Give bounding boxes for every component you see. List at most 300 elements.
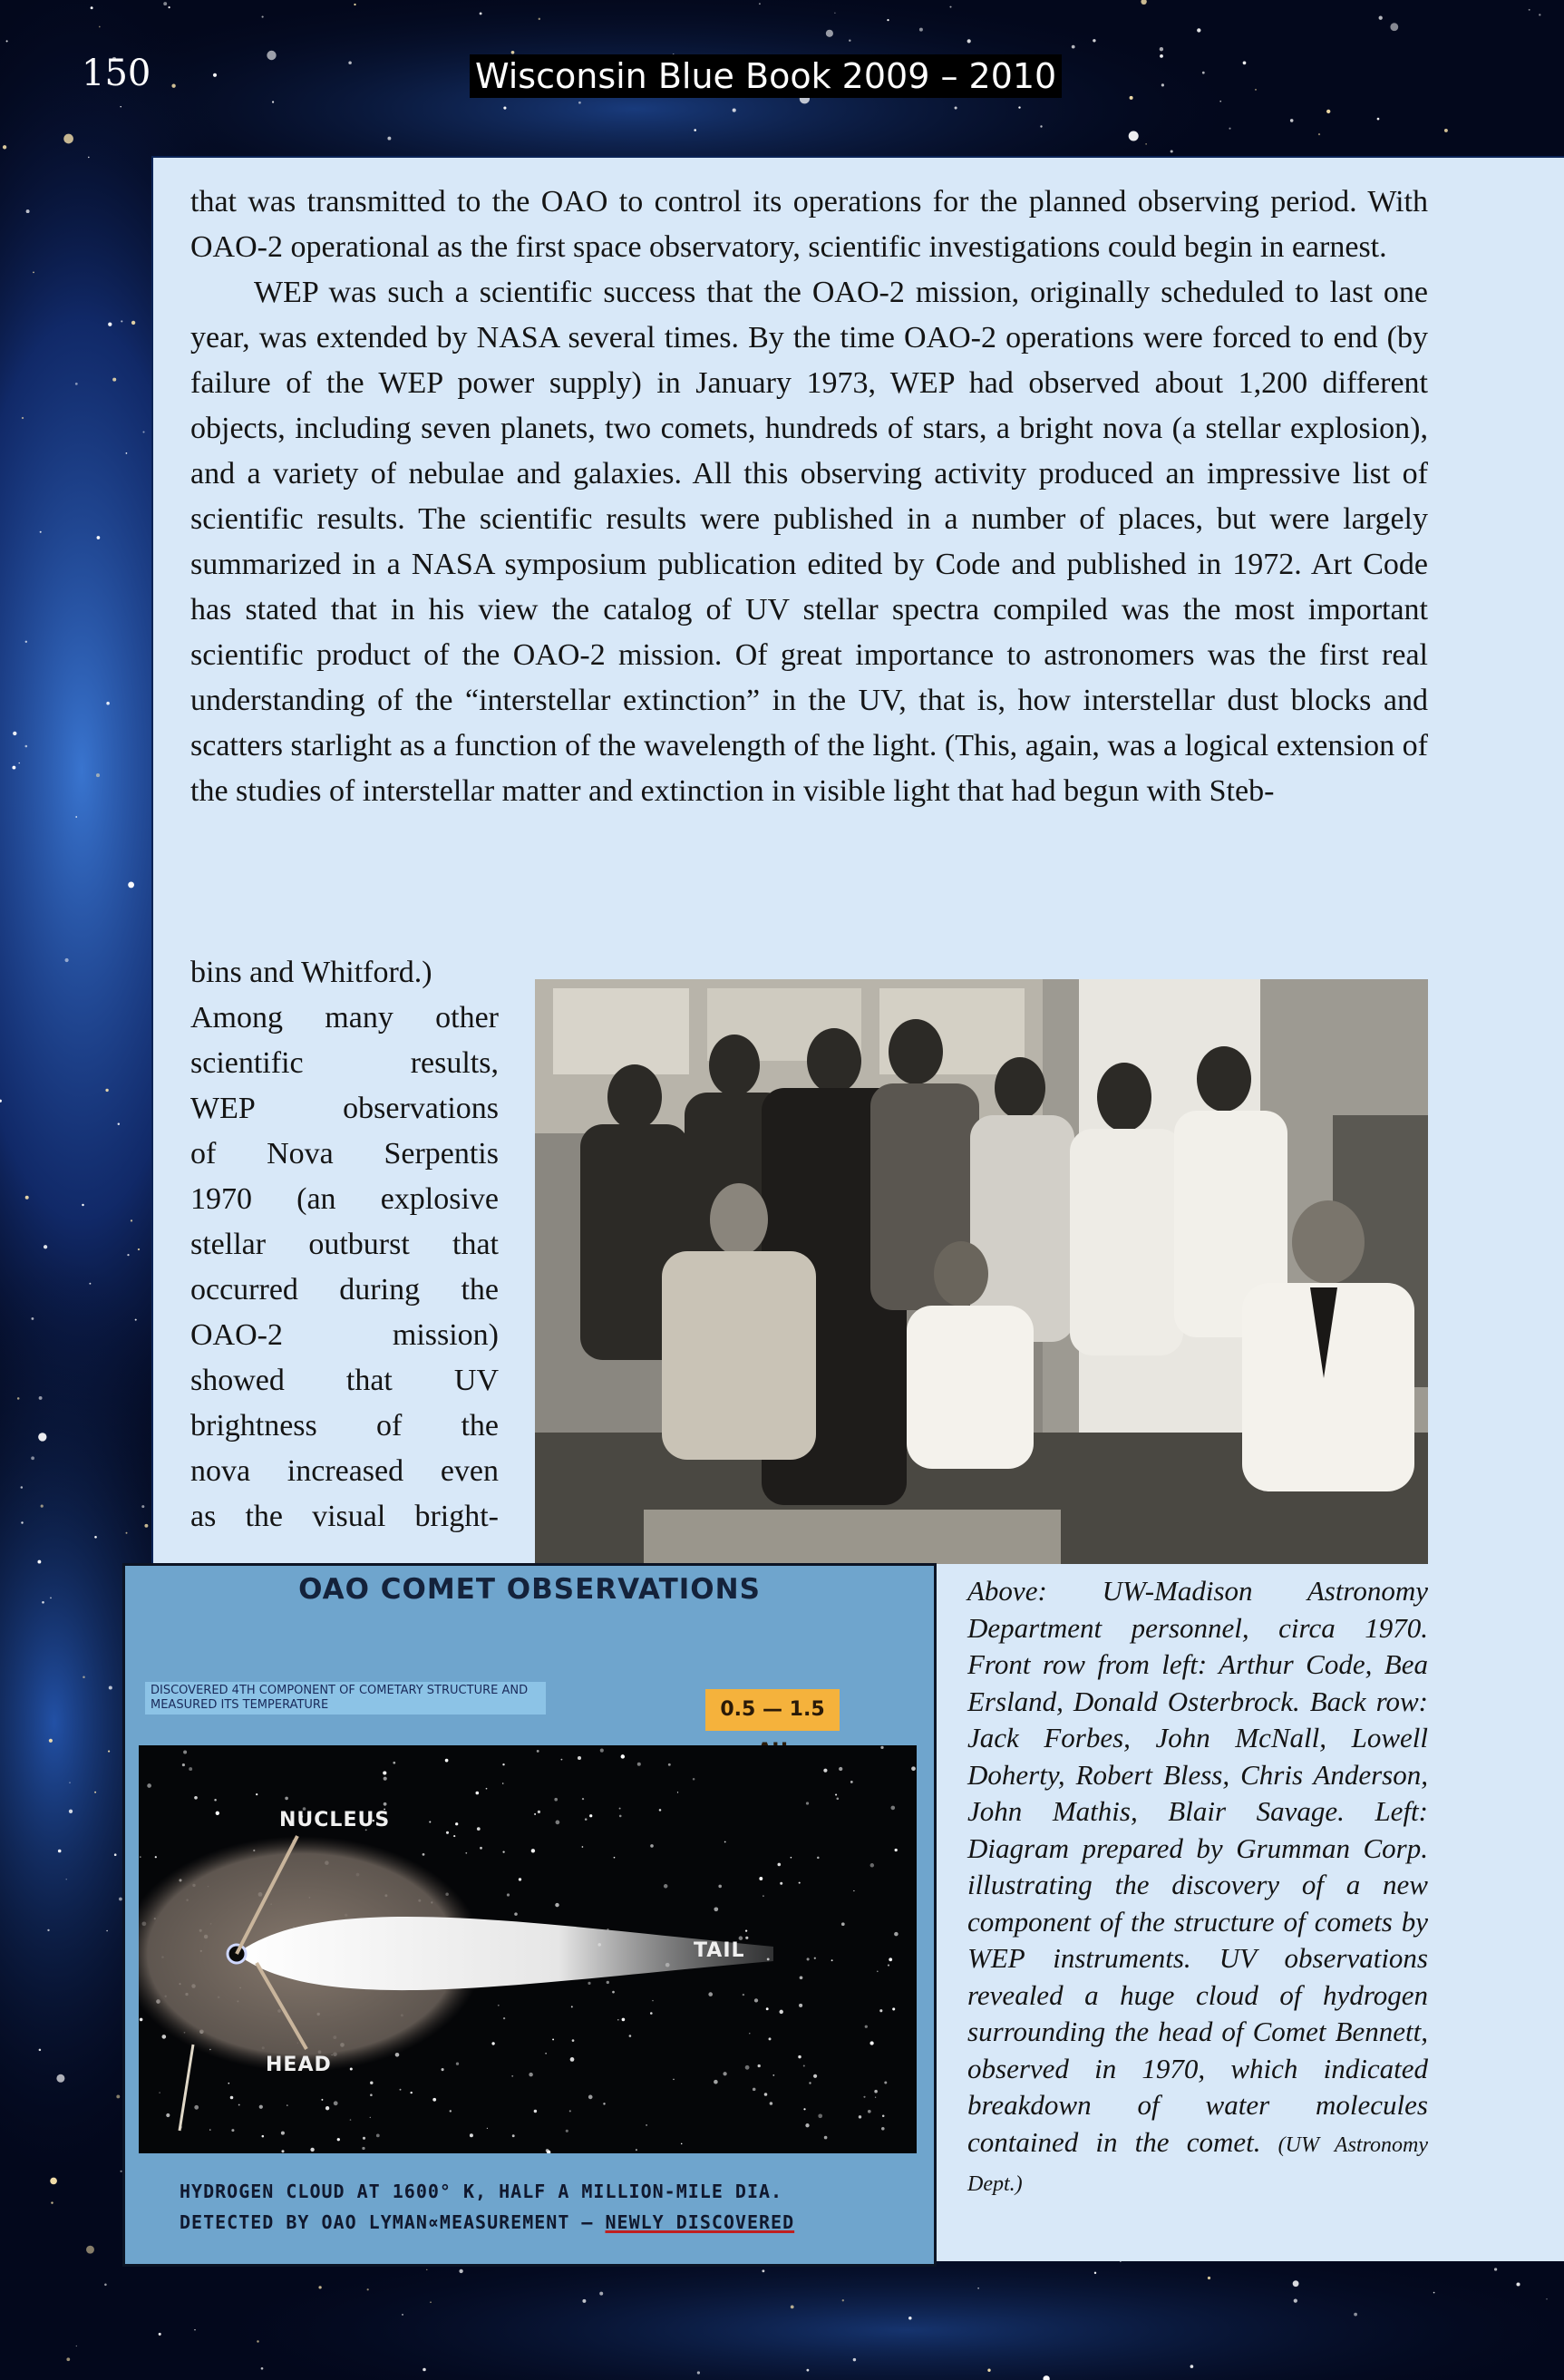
- diagram-star: [659, 1809, 662, 1812]
- star: [1379, 16, 1383, 20]
- diagram-star: [230, 2096, 234, 2100]
- diagram-star: [714, 2080, 718, 2084]
- star: [120, 106, 121, 107]
- diagram-star: [708, 1992, 713, 1996]
- star: [955, 106, 957, 109]
- diagram-star: [166, 2113, 170, 2117]
- wrap-line: of Nova Serpentis: [190, 1137, 499, 1171]
- diagram-star: [693, 1778, 695, 1781]
- star: [63, 134, 73, 144]
- diagram-star: [884, 2082, 887, 2084]
- diagram-star: [507, 1893, 510, 1896]
- star: [39, 1396, 43, 1400]
- diagram-star: [874, 2090, 878, 2093]
- star: [86, 2246, 94, 2254]
- star: [13, 732, 16, 735]
- diagram-star: [182, 1763, 185, 1766]
- star: [41, 1505, 44, 1508]
- wrap-line: stellar outburst that: [190, 1228, 499, 1261]
- star: [1171, 150, 1173, 152]
- label-head: HEAD: [266, 2054, 332, 2076]
- diagram-star: [537, 1750, 539, 1753]
- star: [171, 84, 175, 88]
- star: [106, 702, 110, 705]
- diagram-star: [803, 2108, 805, 2110]
- diagram-star: [370, 2093, 373, 2096]
- star: [118, 1122, 120, 1124]
- diagram-star: [652, 2000, 653, 2001]
- diagram-star: [531, 1849, 535, 1852]
- diagram-star: [519, 1878, 521, 1880]
- star: [104, 2284, 107, 2287]
- diagram-star: [714, 1907, 718, 1911]
- diagram-star: [877, 1971, 879, 1973]
- diagram-star: [824, 2136, 828, 2140]
- diagram-star: [231, 2129, 234, 2132]
- star: [144, 1524, 148, 1528]
- diagram-star: [892, 2007, 895, 2010]
- star: [126, 1532, 128, 1534]
- star: [272, 101, 274, 102]
- wrap-line: occurred during the: [190, 1273, 499, 1307]
- diagram-star: [384, 1777, 387, 1781]
- star: [1018, 106, 1020, 108]
- diagram-star: [646, 2124, 647, 2126]
- diagram-star: [552, 2038, 554, 2040]
- diagram-star: [465, 1852, 467, 1854]
- diagram-star: [668, 1763, 671, 1766]
- star: [694, 129, 696, 131]
- star: [44, 1245, 47, 1248]
- star: [31, 1317, 34, 1320]
- diagram-star: [555, 1903, 559, 1907]
- diagram-star: [502, 1851, 504, 1852]
- label-nucleus: NUCLEUS: [279, 1809, 391, 1831]
- star: [141, 1505, 144, 1508]
- star: [1208, 2277, 1210, 2279]
- diagram-star: [281, 2150, 284, 2152]
- diagram-star: [754, 1998, 758, 2002]
- diagram-star: [538, 1811, 540, 1813]
- diagram-star: [650, 2012, 653, 2015]
- caption-text: Above: UW-Madison Astronomy Department personnel, circa 1970. Front row from left: Arthur Code, Bea Ersland, Donald Osterbrock. Back row: Jack Forbes, John McNall, Lowell Doherty, Robert Bless, Chris Anderson, John Mathis, Blair Savage. Left: Diagram prepared by Grumman Corp. illustrating the discovery of a new component of the structure of comets by WEP instruments. UV observations revealed a huge cloud of hydrogen surrounding the head of Comet Bennett, observed in 1970, which indicated breakdown of water molecules contained in the comet.: [967, 1575, 1428, 2158]
- star: [257, 2340, 258, 2342]
- diagram-star: [766, 2007, 769, 2010]
- wrap-line: as the visual bright-: [190, 1500, 499, 1533]
- diagram-star: [480, 1847, 482, 1850]
- comet-diagram: [122, 1563, 937, 2267]
- diagram-star: [880, 1746, 883, 1749]
- diagram-star: [673, 2079, 675, 2081]
- diagram-star: [262, 2135, 265, 2138]
- diagram-star: [410, 2092, 412, 2093]
- star: [1161, 83, 1164, 86]
- diagram-star: [839, 1767, 842, 1771]
- star: [1190, 2365, 1194, 2368]
- wrap-line: showed that UV: [190, 1364, 499, 1397]
- diagram-star: [869, 2041, 873, 2045]
- diagram-star: [514, 1912, 518, 1916]
- diagram-star: [285, 1797, 288, 1801]
- diagram-star: [800, 1976, 803, 1979]
- diagram-footer-line-1: HYDROGEN CLOUD AT 1600° K, HALF A MILLION-MILE DIA.: [180, 2181, 783, 2202]
- diagram-star: [310, 2148, 314, 2152]
- diagram-star: [281, 2132, 285, 2135]
- diagram-star: [534, 2110, 537, 2113]
- star: [6, 40, 8, 42]
- diagram-star: [888, 1965, 889, 1967]
- star: [977, 2288, 979, 2289]
- diagram-note: DISCOVERED 4TH COMPONENT OF COMETARY STRUCTURE AND MEASURED ITS TEMPERATURE: [145, 1682, 546, 1715]
- star: [69, 1810, 73, 1813]
- star: [1129, 131, 1139, 141]
- star: [1354, 2313, 1357, 2317]
- diagram-star: [502, 1783, 504, 1784]
- photo-caption: [967, 1573, 1428, 2203]
- diagram-star: [807, 1957, 810, 1960]
- diagram-star: [850, 1781, 853, 1783]
- star: [96, 773, 100, 777]
- diagram-star: [325, 2106, 329, 2110]
- diagram-star: [585, 1818, 588, 1821]
- diagram-star: [835, 1793, 837, 1795]
- diagram-star: [477, 1827, 481, 1831]
- diagram-star: [376, 2134, 380, 2138]
- star: [12, 766, 15, 770]
- diagram-star: [798, 2055, 801, 2058]
- running-head: Wisconsin Blue Book 2009 – 2010: [470, 54, 1062, 98]
- star: [387, 137, 391, 141]
- star: [21, 1521, 23, 1523]
- diagram-star: [817, 1857, 820, 1859]
- star: [138, 1248, 140, 1250]
- star: [135, 1319, 137, 1321]
- star: [1390, 23, 1398, 31]
- star: [25, 1196, 29, 1200]
- diagram-star: [423, 1853, 425, 1856]
- diagram-star: [455, 1822, 458, 1825]
- diagram-star: [529, 2073, 533, 2077]
- diagram-star: [763, 1895, 764, 1897]
- star: [849, 39, 850, 41]
- star: [367, 2288, 369, 2290]
- diagram-star: [383, 1771, 386, 1774]
- star: [131, 321, 135, 325]
- star: [94, 1536, 97, 1539]
- diagram-star: [363, 2137, 365, 2140]
- star: [1202, 72, 1205, 74]
- diagram-star: [556, 1821, 560, 1825]
- star: [33, 272, 34, 274]
- diagram-star: [183, 1751, 187, 1754]
- diagram-star: [589, 1814, 592, 1817]
- diagram-star: [256, 1793, 257, 1795]
- star: [31, 1456, 34, 1460]
- diagram-star: [570, 2057, 575, 2062]
- wrap-line: scientific results,: [190, 1046, 499, 1080]
- star: [949, 6, 951, 8]
- star: [402, 2314, 403, 2316]
- diagram-star: [456, 2063, 459, 2065]
- star: [51, 2201, 53, 2203]
- star: [426, 2269, 427, 2270]
- diagram-star: [779, 2010, 782, 2014]
- star: [762, 2269, 764, 2272]
- star: [1219, 101, 1221, 102]
- diagram-star: [445, 1759, 449, 1763]
- star: [66, 2357, 70, 2361]
- diagram-star: [619, 1815, 622, 1818]
- label-tail: TAIL: [694, 1939, 745, 1962]
- diagram-title: OAO COMET OBSERVATIONS: [298, 1573, 761, 1606]
- diagram-star: [432, 2098, 436, 2102]
- diagram-star: [578, 1756, 581, 1760]
- diagram-star: [870, 1863, 875, 1868]
- diagram-star: [636, 2149, 637, 2151]
- star: [1094, 2272, 1096, 2274]
- diagram-star: [603, 2103, 605, 2104]
- diagram-star: [561, 1759, 563, 1761]
- diagram-star: [572, 2039, 575, 2042]
- diagram-star: [161, 2035, 166, 2039]
- diagram-star: [571, 2006, 573, 2007]
- diagram-star: [393, 1762, 395, 1764]
- star: [853, 2358, 856, 2361]
- paragraph-2: WEP was such a scientific success that the OAO-2 mission, originally scheduled to last one year, was extended by NASA several times. By the time OAO-2 operations were forced to end (by failure of the WEP power supply) in January 1973, WEP had observed about 1,200 different objects, including seven planets, two comets, hundreds of stars, a bright nova (a stellar explosion), and a variety of nebulae and galaxies. All this observing activity produced an impressive list of scientific results. The scientific results were published in a number of places, but were largely summarized in a NASA symposium publication edited by Code and published in 1972. Art Code has stated that in his view the catalog of UV stellar spectra compiled was the most important scientific product of the OAO-2 mission. Of great importance to astronomers was the first real understanding of the “interstellar extinction” in the UV, that is, how interstellar dust blocks and scatters starlight as a function of the wavelength of the light. (This, again, was a logical extension of the studies of interstellar matter and extinction in visible light that had begun with Steb-: [190, 276, 1428, 808]
- diagram-star: [147, 1783, 151, 1788]
- diagram-star: [619, 1808, 621, 1810]
- star: [159, 2333, 161, 2336]
- diagram-star: [607, 1981, 609, 1984]
- diagram-star: [194, 1796, 198, 1800]
- diagram-star: [772, 2074, 774, 2076]
- star: [49, 1739, 53, 1743]
- diagram-star: [895, 1849, 898, 1851]
- wrap-line: OAO-2 mission): [190, 1318, 499, 1352]
- star: [1433, 2292, 1435, 2294]
- star: [37, 1560, 41, 1564]
- star: [354, 4, 355, 5]
- star: [318, 2286, 321, 2288]
- star: [66, 1879, 67, 1880]
- star: [842, 2299, 844, 2301]
- star: [262, 16, 264, 18]
- diagram-star: [453, 1835, 455, 1837]
- distance-badge: 0.5 — 1.5: [705, 1689, 840, 1731]
- diagram-star: [865, 2025, 868, 2028]
- wrap-line: 1970 (an explosive: [190, 1182, 499, 1216]
- star: [503, 107, 506, 110]
- diagram-star: [503, 2017, 505, 2019]
- diagram-star: [813, 2074, 817, 2078]
- diagram-star: [769, 2037, 772, 2040]
- footer-prefix: DETECTED BY OAO LYMAN∝MEASUREMENT –: [180, 2211, 594, 2233]
- star: [50, 1598, 52, 1599]
- star: [38, 1433, 46, 1441]
- diagram-star: [487, 2128, 488, 2129]
- star: [1294, 2298, 1297, 2302]
- star: [967, 39, 971, 43]
- diagram-star: [745, 1937, 748, 1939]
- star: [25, 641, 27, 643]
- diagram-star: [879, 2009, 882, 2012]
- star: [1160, 54, 1163, 58]
- star: [423, 2368, 426, 2372]
- star: [1290, 119, 1294, 122]
- star: [582, 2299, 586, 2303]
- diagram-footer-line-2: [180, 2211, 914, 2233]
- star: [1377, 118, 1380, 121]
- paragraph-1: that was transmitted to the OAO to control its operations for the planned observing period. With OAO-2 operational as the first space observatory, scientific investigations could begin in earnest.: [190, 185, 1428, 264]
- star: [1293, 2280, 1299, 2287]
- page-number: 150: [82, 53, 151, 94]
- diagram-star: [209, 2129, 210, 2130]
- star: [50, 2178, 57, 2185]
- diagram-star: [814, 1957, 816, 1959]
- diagram-star: [569, 2110, 571, 2112]
- diagram-star: [791, 1857, 792, 1859]
- star: [65, 958, 69, 962]
- diagram-star: [287, 2104, 288, 2106]
- star: [82, 1204, 83, 1206]
- star: [83, 1676, 85, 1679]
- diagram-star: [681, 2143, 683, 2145]
- diagram-star: [745, 2065, 750, 2070]
- diagram-star: [588, 2095, 593, 2100]
- star: [1145, 143, 1146, 144]
- wrap-line: Among many other: [190, 1001, 499, 1035]
- diagram-star: [875, 2097, 876, 2098]
- star: [42, 1601, 44, 1604]
- diagram-star: [882, 2115, 885, 2118]
- diagram-star: [868, 2110, 871, 2113]
- star: [1130, 96, 1133, 100]
- star: [169, 6, 170, 8]
- star: [1229, 128, 1230, 130]
- star: [24, 745, 27, 748]
- diagram-star: [650, 1844, 654, 1848]
- star: [128, 881, 134, 888]
- star: [26, 209, 30, 213]
- diagram-star: [582, 1798, 584, 1800]
- diagram-star: [621, 1754, 625, 1758]
- diagram-star: [831, 1959, 833, 1961]
- star: [94, 1792, 96, 1793]
- diagram-star: [400, 2089, 402, 2091]
- diagram-star: [238, 2104, 240, 2106]
- diagram-star: [805, 2123, 809, 2127]
- star: [58, 1850, 62, 1853]
- star: [75, 816, 77, 818]
- diagram-star: [758, 2064, 761, 2067]
- diagram-star: [881, 2127, 885, 2131]
- diagram-star: [140, 2018, 143, 2022]
- star: [1326, 110, 1330, 113]
- star: [108, 323, 112, 326]
- diagram-star: [337, 2138, 340, 2141]
- star: [106, 1930, 108, 1932]
- star: [88, 157, 90, 159]
- diagram-star: [486, 1788, 488, 1790]
- star: [109, 1685, 112, 1689]
- star: [578, 102, 581, 104]
- star: [599, 2292, 603, 2296]
- diagram-star: [749, 2033, 750, 2034]
- star: [108, 1751, 110, 1753]
- star: [142, 431, 144, 432]
- diagram-star: [809, 2082, 811, 2084]
- diagram-star: [194, 2105, 199, 2110]
- star: [1093, 39, 1095, 42]
- star: [112, 378, 116, 382]
- caption-credit: (UW Astronomy Dept.): [967, 2132, 1429, 2196]
- wrap-line: bins and Whitford.): [190, 956, 432, 989]
- diagram-star: [777, 1863, 781, 1867]
- comet-scene: [139, 1745, 917, 2153]
- star: [163, 2, 167, 5]
- star: [39, 2049, 42, 2052]
- star: [267, 51, 276, 60]
- diagram-star: [859, 2115, 861, 2118]
- diagram-star: [545, 2053, 547, 2055]
- diagram-star: [370, 2081, 373, 2084]
- star: [539, 18, 540, 20]
- diagram-star: [140, 1856, 141, 1858]
- star: [480, 12, 482, 15]
- star: [40, 531, 42, 533]
- star: [1444, 129, 1448, 132]
- diagram-star: [911, 1766, 916, 1771]
- diagram-star: [446, 1831, 449, 1834]
- diagram-star: [818, 2113, 822, 2118]
- star: [1494, 2268, 1497, 2270]
- star: [1243, 62, 1247, 65]
- star: [261, 2367, 264, 2370]
- diagram-star: [836, 1797, 839, 1800]
- wrapped-column-text: [190, 950, 499, 1540]
- star: [1546, 2298, 1547, 2299]
- star: [1539, 14, 1540, 15]
- diagram-star: [216, 1812, 219, 1815]
- diagram-star: [890, 1806, 895, 1811]
- star: [806, 2369, 809, 2372]
- diagram-star: [637, 1763, 641, 1766]
- star: [887, 19, 889, 21]
- star: [1160, 47, 1163, 51]
- diagram-star: [745, 1929, 747, 1931]
- star: [759, 3, 761, 5]
- wrap-line: nova increased even: [190, 1454, 499, 1488]
- diagram-star: [442, 2068, 444, 2071]
- star: [89, 1283, 91, 1285]
- diagram-star: [764, 2093, 768, 2096]
- diagram-star: [743, 1994, 744, 1996]
- star: [194, 2329, 195, 2330]
- star: [459, 2269, 462, 2273]
- diagram-star: [622, 2018, 626, 2022]
- star: [1318, 133, 1320, 135]
- star: [1529, 9, 1530, 11]
- diagram-star: [554, 1798, 558, 1802]
- star: [116, 2094, 120, 2098]
- star: [987, 2369, 990, 2372]
- diagram-star: [491, 2042, 494, 2045]
- star: [3, 145, 6, 149]
- diagram-star: [259, 2105, 263, 2109]
- diagram-star: [588, 1982, 590, 1985]
- star: [213, 73, 217, 77]
- diagram-star: [350, 2067, 353, 2070]
